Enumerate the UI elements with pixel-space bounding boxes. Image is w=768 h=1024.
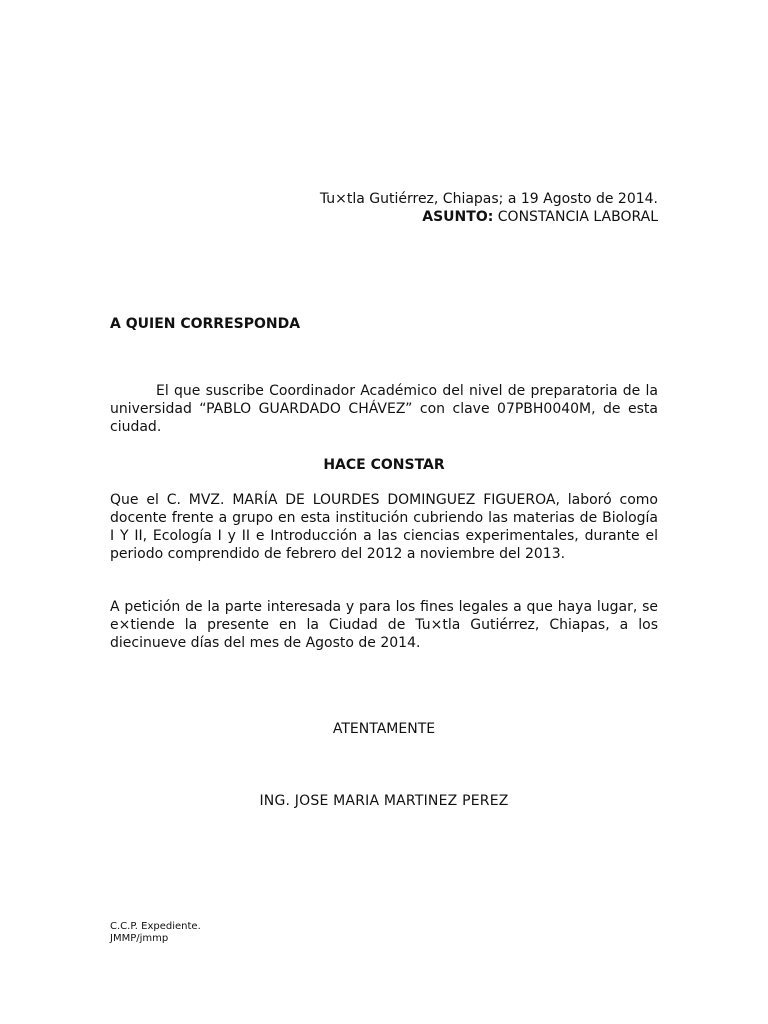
date-line: Tu×tla Gutiérrez, Chiapas; a 19 Agosto de 2014. (319, 191, 658, 207)
paragraph-statement: Que el C. MVZ. MARÍA DE LOURDES DOMINGUEZ FIGUEROA, laboró como docente frente a grupo en esta institución cubriendo las materias de Biología I Y II, Ecología I y II e Introducción a las ciencias experimentales, durante el periodo comprendido de febrero del 2012 a noviembre del 2013. (110, 492, 658, 562)
subject-value: CONSTANCIA LABORAL (497, 209, 658, 225)
signatory-name: ING. JOSE MARIA MARTINEZ PEREZ (259, 793, 509, 809)
subject-label: ASUNTO: (422, 209, 494, 225)
paragraph-intro: El que suscribe Coordinador Académico del nivel de preparatoria de la universidad “PABLO GUARDADO CHÁVEZ” con clave 07PBH0040M, de esta ciudad. (110, 383, 658, 435)
paragraph-request: A petición de la parte interesada y para los fines legales a que haya lugar, se e×tiende la presente en la Ciudad de Tu×tla Gutiérrez, Chiapas, a los diecinueve días del mes de Agosto de 2014. (110, 599, 658, 651)
closing: ATENTAMENTE (332, 721, 436, 737)
reference-initials: JMMP/jmmp (110, 933, 169, 944)
section-heading: HACE CONSTAR (323, 457, 445, 473)
subject-line (422, 207, 658, 227)
ccp-line: C.C.P. Expediente. (110, 921, 201, 932)
addressee: A QUIEN CORRESPONDA (110, 316, 301, 332)
copy-notation (110, 921, 201, 945)
